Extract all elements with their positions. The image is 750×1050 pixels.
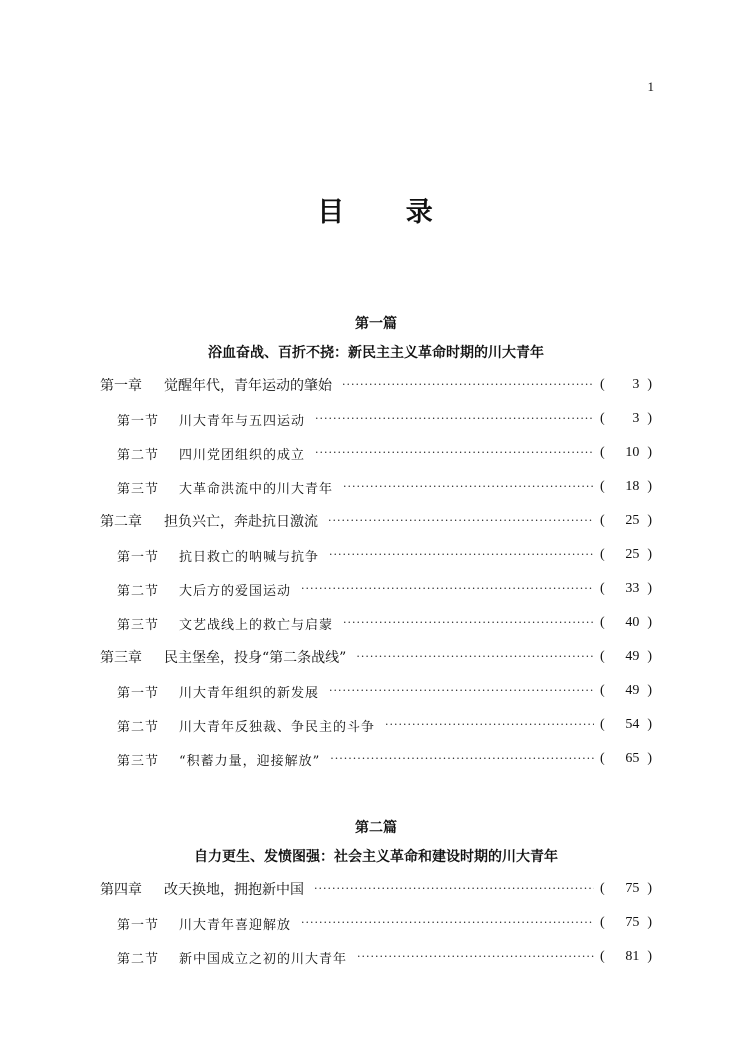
entry-title: “积蓄力量，迎接解放” [179, 753, 321, 769]
entry-page-number: 81 [625, 949, 640, 964]
entry-page-number: 49 [625, 649, 640, 664]
entry-label: 第一节 [117, 413, 160, 429]
close-paren: ) [647, 411, 652, 426]
entry-page-number: 40 [625, 615, 640, 630]
toc-section-entry[interactable] [100, 742, 652, 776]
entry-title: 川大青年与五四运动 [179, 413, 306, 429]
entry-page-ref [594, 411, 652, 427]
toc-section-entry[interactable] [100, 470, 652, 504]
open-paren: ( [600, 581, 605, 596]
open-paren: ( [600, 683, 605, 698]
entry-page-ref [594, 751, 652, 767]
table-of-contents [100, 310, 652, 974]
dot-leader [356, 649, 594, 665]
open-paren: ( [600, 513, 605, 528]
dot-leader [314, 881, 594, 897]
entry-label: 第二节 [117, 447, 160, 463]
toc-section-entry[interactable] [100, 906, 652, 940]
entry-title: 川大青年反独裁、争民主的斗争 [179, 719, 376, 735]
open-paren: ( [600, 615, 605, 630]
entry-title: 新中国成立之初的川大青年 [179, 951, 348, 967]
dot-leader [330, 751, 594, 767]
dot-leader [301, 581, 594, 597]
dot-leader [329, 683, 594, 699]
close-paren: ) [647, 717, 652, 732]
entry-page-ref [594, 513, 652, 529]
part-subtitle: 浴血奋战、百折不挠：新民主主义革命时期的川大青年 [208, 345, 544, 361]
open-paren: ( [600, 751, 605, 766]
open-paren: ( [600, 547, 605, 562]
open-paren: ( [600, 377, 605, 392]
open-paren: ( [600, 411, 605, 426]
entry-page-number: 3 [632, 411, 640, 426]
close-paren: ) [647, 445, 652, 460]
entry-title: 大后方的爱国运动 [179, 583, 292, 599]
close-paren: ) [647, 683, 652, 698]
dot-leader [343, 615, 594, 631]
entry-label: 第三节 [117, 481, 160, 497]
entry-page-number: 10 [625, 445, 640, 460]
entry-page-ref [594, 479, 652, 495]
toc-section-entry[interactable] [100, 402, 652, 436]
entry-page-number: 25 [625, 547, 640, 562]
entry-title: 觉醒年代，青年运动的肇始 [164, 378, 332, 394]
close-paren: ) [647, 949, 652, 964]
entry-title: 大革命洪流中的川大青年 [179, 481, 334, 497]
entry-label: 第二节 [117, 951, 160, 967]
entry-title: 改天换地，拥抱新中国 [164, 882, 304, 898]
dot-leader [301, 915, 594, 931]
part-subtitle: 自力更生、发愤图强：社会主义革命和建设时期的川大青年 [194, 849, 558, 865]
entry-title: 文艺战线上的救亡与启蒙 [179, 617, 334, 633]
entry-label: 第二节 [117, 583, 160, 599]
entry-page-number: 75 [625, 915, 640, 930]
close-paren: ) [647, 649, 652, 664]
part-heading: 第一篇 [355, 316, 397, 332]
toc-chapter-entry[interactable] [100, 640, 652, 674]
entry-label: 第三节 [117, 617, 160, 633]
toc-section-entry[interactable] [100, 436, 652, 470]
entry-page-ref [594, 949, 652, 965]
entry-label: 第三章 [100, 650, 142, 666]
entry-title: 抗日救亡的呐喊与抗争 [179, 549, 320, 565]
dot-leader [385, 717, 594, 733]
entry-page-number: 65 [625, 751, 640, 766]
entry-page-number: 75 [625, 881, 640, 896]
toc-section-entry[interactable] [100, 708, 652, 742]
entry-label: 第四章 [100, 882, 142, 898]
entry-page-ref [594, 445, 652, 461]
entry-title: 川大青年组织的新发展 [179, 685, 320, 701]
entry-page-number: 25 [625, 513, 640, 528]
toc-chapter-entry[interactable] [100, 504, 652, 538]
close-paren: ) [647, 915, 652, 930]
entry-page-ref [594, 717, 652, 733]
toc-chapter-entry[interactable] [100, 368, 652, 402]
close-paren: ) [647, 377, 652, 392]
close-paren: ) [647, 615, 652, 630]
entry-page-ref [594, 881, 652, 897]
dot-leader [343, 479, 594, 495]
close-paren: ) [647, 479, 652, 494]
toc-section-entry[interactable] [100, 674, 652, 708]
open-paren: ( [600, 717, 605, 732]
part-heading: 第二篇 [355, 820, 397, 836]
toc-section-entry[interactable] [100, 940, 652, 974]
entry-title: 川大青年喜迎解放 [179, 917, 292, 933]
entry-label: 第一节 [117, 917, 160, 933]
dot-leader [315, 445, 594, 461]
open-paren: ( [600, 915, 605, 930]
toc-section-entry[interactable] [100, 606, 652, 640]
entry-label: 第一章 [100, 378, 142, 394]
entry-title: 四川党团组织的成立 [179, 447, 306, 463]
entry-page-ref [594, 615, 652, 631]
entry-page-ref [594, 547, 652, 563]
entry-page-ref [594, 649, 652, 665]
entry-page-number: 3 [632, 377, 640, 392]
dot-leader [315, 411, 594, 427]
entry-page-number: 54 [625, 717, 640, 732]
dot-leader [342, 377, 594, 393]
toc-section-entry[interactable] [100, 572, 652, 606]
close-paren: ) [647, 581, 652, 596]
entry-label: 第三节 [117, 753, 160, 769]
entry-label: 第二章 [100, 514, 142, 530]
open-paren: ( [600, 649, 605, 664]
entry-title: 民主堡垒，投身“第二条战线” [164, 650, 347, 666]
entry-page-number: 18 [625, 479, 640, 494]
open-paren: ( [600, 445, 605, 460]
close-paren: ) [647, 513, 652, 528]
toc-chapter-entry[interactable] [100, 872, 652, 906]
entry-page-number: 49 [625, 683, 640, 698]
dot-leader [329, 547, 594, 563]
part-spacer [100, 776, 652, 814]
dot-leader [357, 949, 594, 965]
open-paren: ( [600, 949, 605, 964]
open-paren: ( [600, 881, 605, 896]
entry-page-number: 33 [625, 581, 640, 596]
entry-label: 第一节 [117, 685, 160, 701]
close-paren: ) [647, 751, 652, 766]
page-title: 目 录 [317, 197, 459, 228]
entry-label: 第二节 [117, 719, 160, 735]
entry-page-ref [594, 683, 652, 699]
entry-label: 第一节 [117, 549, 160, 565]
toc-section-entry[interactable] [100, 538, 652, 572]
entry-page-ref [594, 377, 652, 393]
entry-page-ref [594, 915, 652, 931]
entry-page-ref [594, 581, 652, 597]
close-paren: ) [647, 881, 652, 896]
close-paren: ) [647, 547, 652, 562]
page-number: 1 [647, 79, 654, 94]
open-paren: ( [600, 479, 605, 494]
entry-title: 担负兴亡，奔赴抗日激流 [164, 514, 318, 530]
dot-leader [328, 513, 594, 529]
